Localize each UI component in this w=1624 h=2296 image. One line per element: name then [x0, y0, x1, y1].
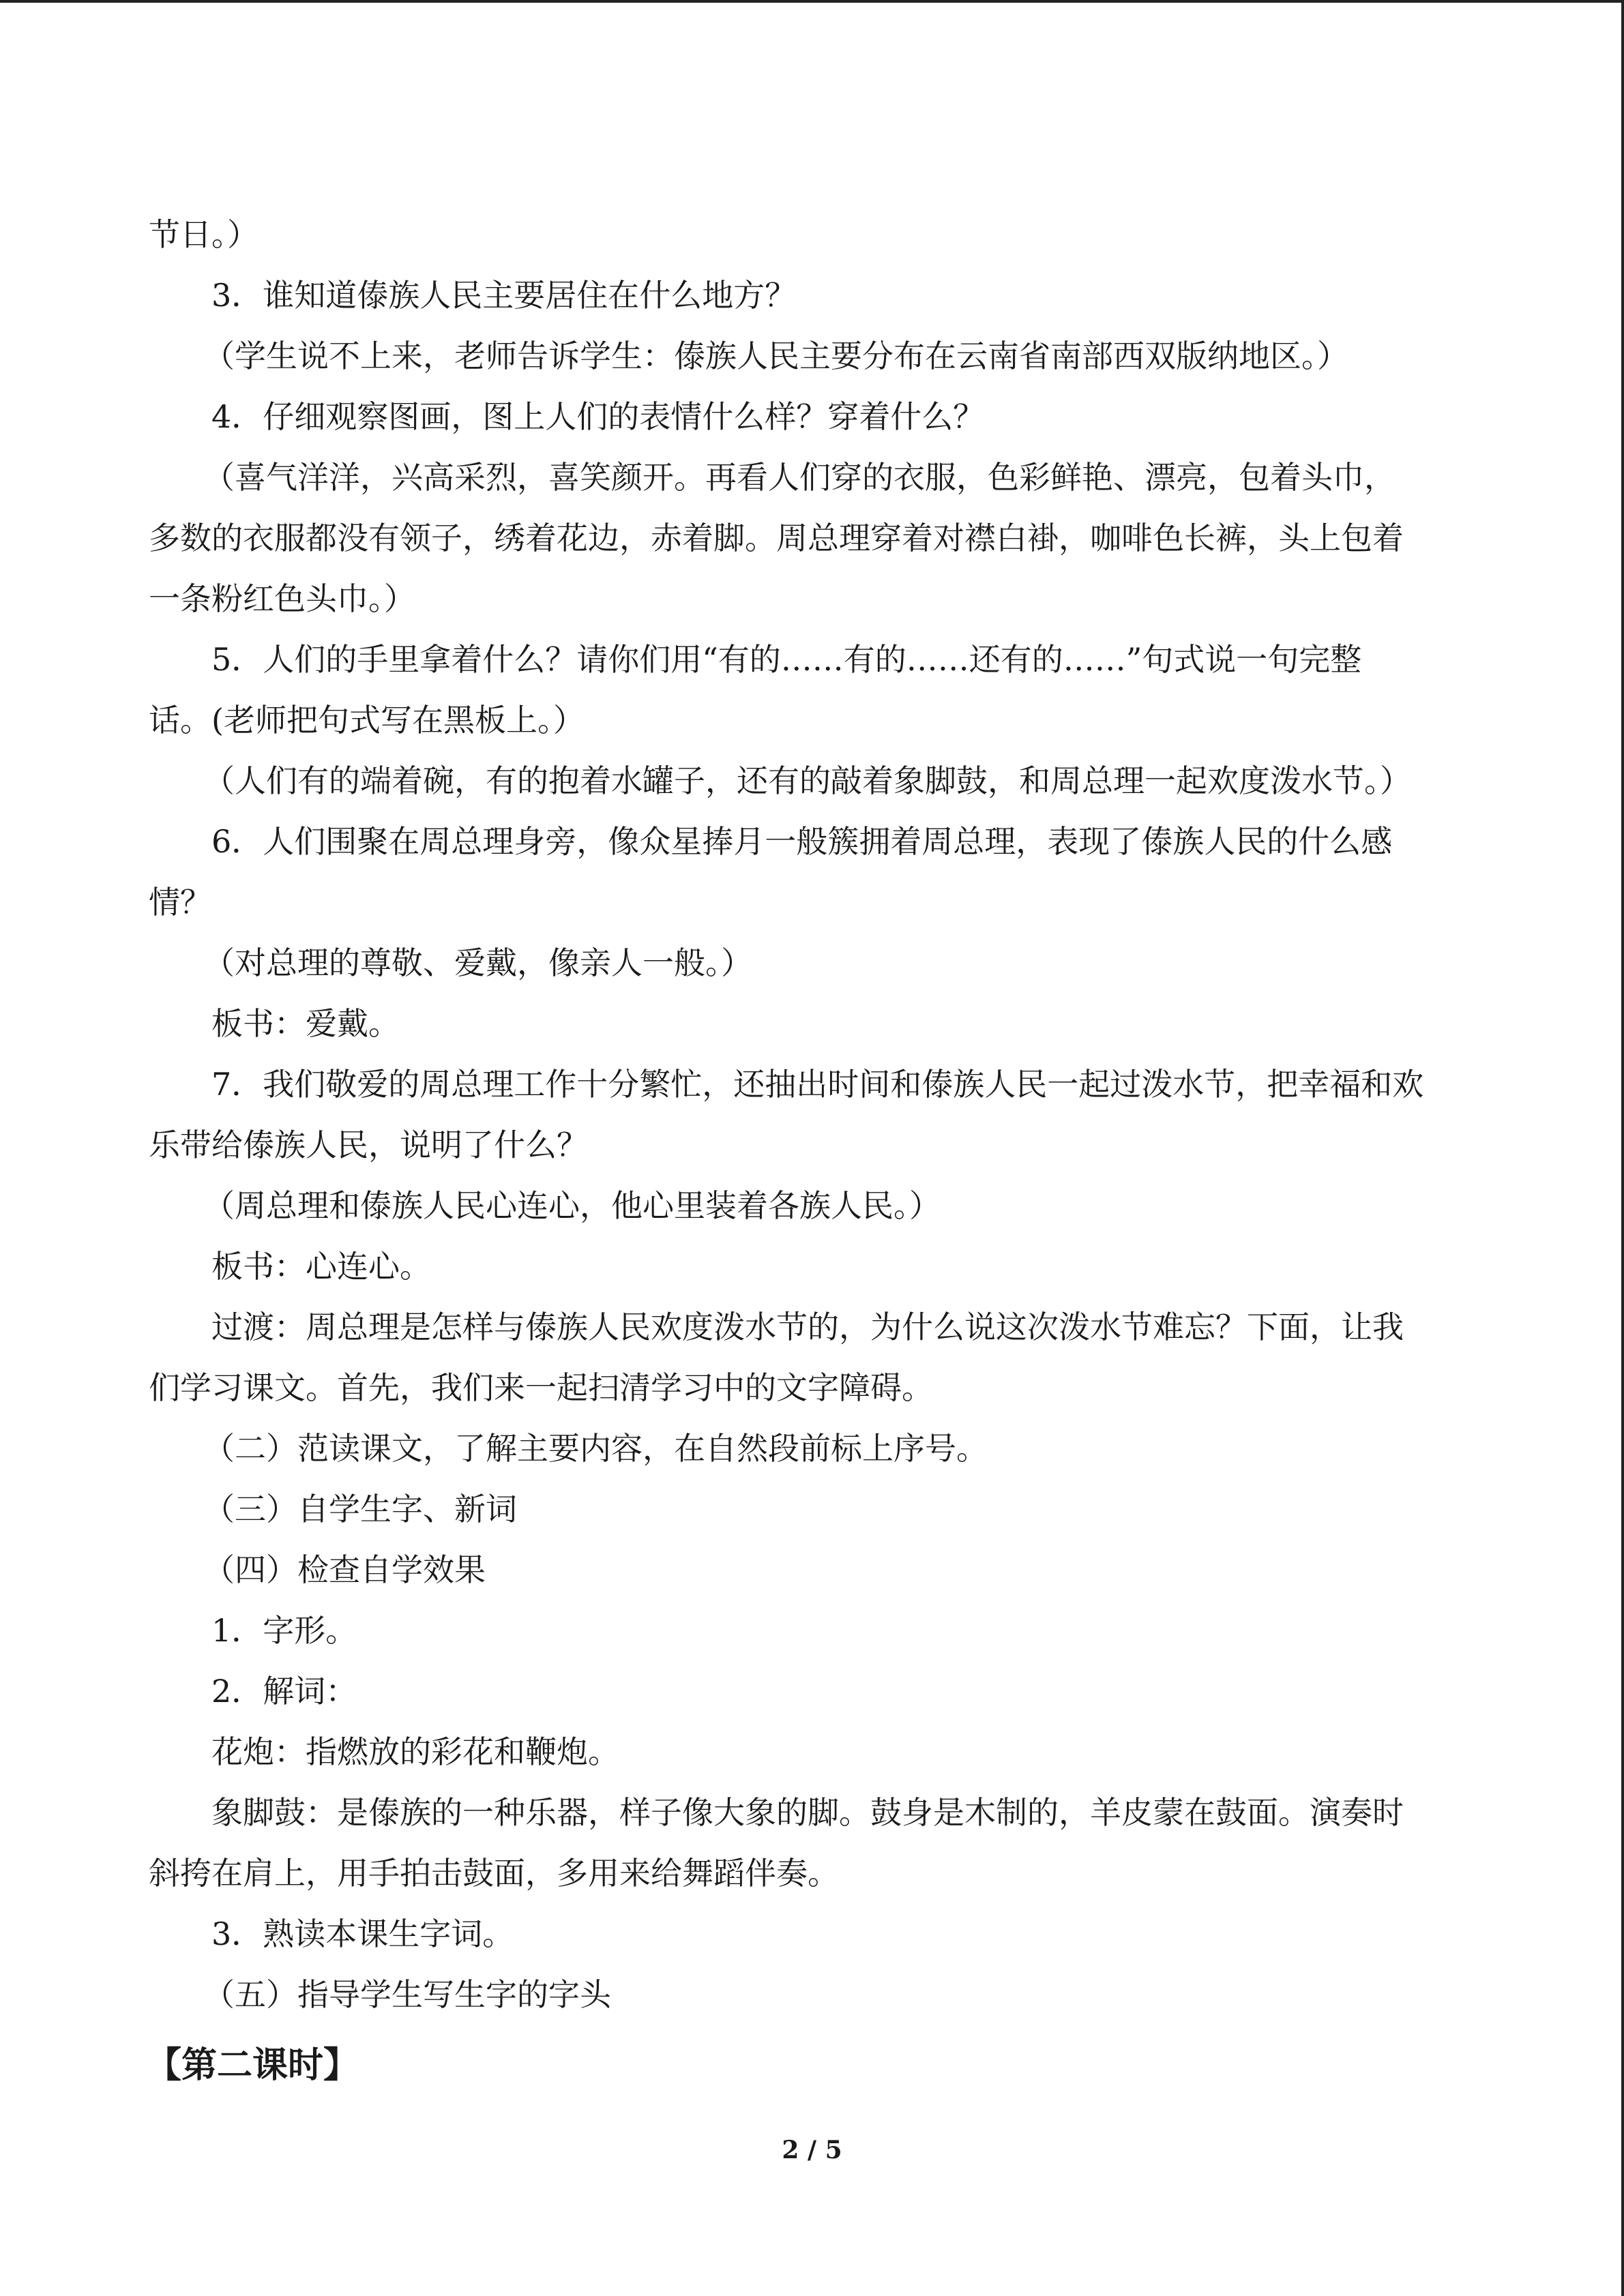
- text-line: 情？: [149, 884, 211, 921]
- text-line: （三）自学生字、新词: [203, 1491, 517, 1527]
- page-top-border: [0, 0, 1624, 3]
- text-line: 5．人们的手里拿着什么？请你们用“有的……有的……还有的……”句式说一句完整: [211, 641, 1362, 678]
- text-line: （周总理和傣族人民心连心，他心里装着各族人民。）: [203, 1187, 941, 1224]
- text-line: 板书：爱戴。: [211, 1005, 400, 1042]
- paragraph-lines: [149, 205, 1486, 2025]
- text-line: 6．人们围聚在周总理身旁，像众星捧月一般簇拥着周总理，表现了傣族人民的什么感: [211, 823, 1393, 860]
- text-line: 多数的衣服都没有领子，绣着花边，赤着脚。周总理穿着对襟白褂，咖啡色长裤，头上包着: [149, 520, 1404, 556]
- text-line: （五）指导学生写生字的字头: [203, 1976, 611, 2013]
- text-line: （学生说不上来，老师告诉学生：傣族人民主要分布在云南省南部西双版纳地区。）: [203, 338, 1348, 374]
- text-line: 话。(老师把句式写在黑板上。）: [149, 702, 585, 739]
- text-line: 节日。）: [149, 216, 259, 253]
- text-line: 板书：心连心。: [211, 1248, 431, 1285]
- page-number: 2 / 5: [782, 2136, 842, 2164]
- text-line: 花炮：指燃放的彩花和鞭炮。: [211, 1733, 619, 1770]
- text-line: 3．谁知道傣族人民主要居住在什么地方？: [211, 277, 797, 314]
- text-line: （对总理的尊敬、爱戴，像亲人一般。）: [203, 944, 752, 981]
- text-line: 一条粉红色头巾。）: [149, 580, 415, 617]
- text-line: 乐带给傣族人民，说明了什么？: [149, 1127, 588, 1163]
- section-heading: 【第二课时】: [146, 2045, 359, 2086]
- text-line: 象脚鼓：是傣族的一种乐器，样子像大象的脚。鼓身是木制的，羊皮蒙在鼓面。演奏时: [211, 1794, 1404, 1831]
- text-line: 2．解词：: [211, 1673, 357, 1710]
- page-right-border: [1621, 0, 1624, 2296]
- text-line: 7．我们敬爱的周总理工作十分繁忙，还抽出时间和傣族人民一起过泼水节，把幸福和欢: [211, 1066, 1424, 1103]
- text-line: 1．字形。: [211, 1612, 357, 1649]
- text-line: 们学习课文。首先，我们来一起扫清学习中的文字障碍。: [149, 1369, 933, 1406]
- text-line: 4．仔细观察图画，图上人们的表情什么样？穿着什么？: [211, 398, 985, 435]
- text-line: （人们有的端着碗，有的抱着水罐子，还有的敲着象脚鼓，和周总理一起欢度泼水节。）: [203, 762, 1411, 799]
- document-body: [146, 205, 1486, 2096]
- text-line: （二）范读课文，了解主要内容，在自然段前标上序号。: [203, 1430, 988, 1467]
- text-line: 3．熟读本课生字词。: [211, 1915, 514, 1952]
- text-line: （喜气洋洋，兴高采烈，喜笑颜开。再看人们穿的衣服，色彩鲜艳、漂亮，包着头巾，: [203, 459, 1396, 496]
- text-line: 斜挎在肩上，用手拍击鼓面，多用来给舞蹈伴奏。: [149, 1855, 839, 1892]
- text-line: （四）检查自学效果: [203, 1551, 486, 1588]
- text-line: 过渡：周总理是怎样与傣族人民欢度泼水节的，为什么说这次泼水节难忘？下面，让我: [211, 1309, 1404, 1345]
